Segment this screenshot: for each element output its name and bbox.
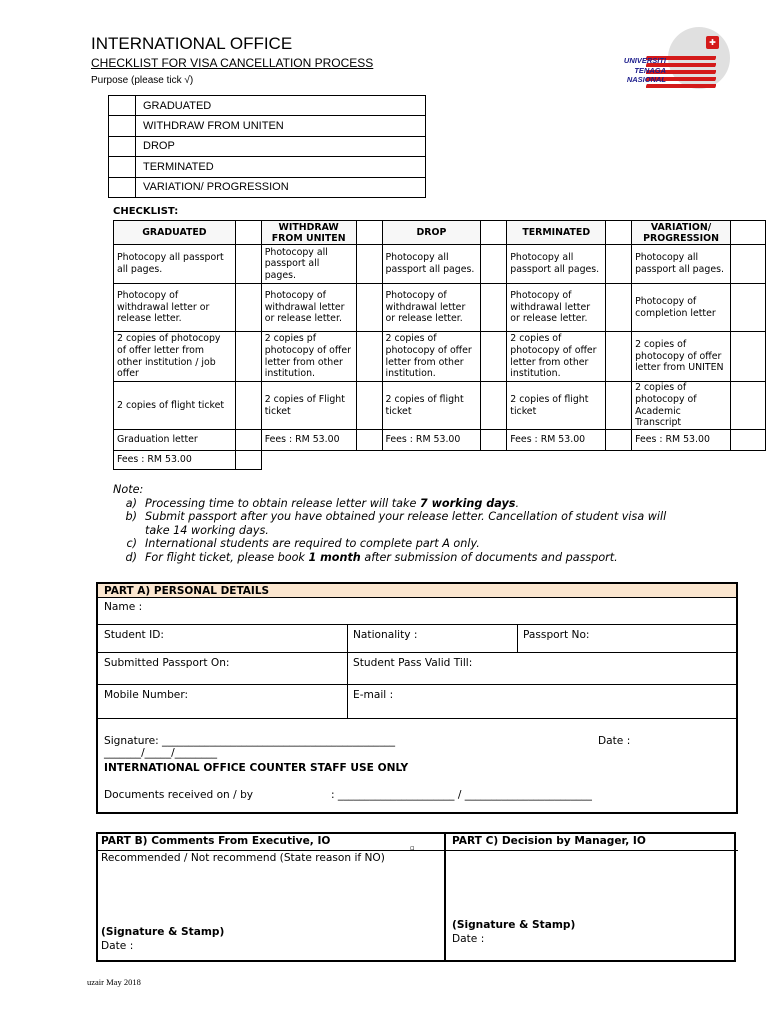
check-box[interactable] xyxy=(606,245,632,284)
check-box[interactable] xyxy=(606,332,632,382)
check-box[interactable] xyxy=(606,284,632,332)
note-text: after submission of documents and passport. xyxy=(360,550,618,564)
part-c-date[interactable]: Date : xyxy=(452,933,485,945)
checklist-cell: Fees : RM 53.00 xyxy=(507,430,606,451)
submitted-passport-field[interactable]: Submitted Passport On: xyxy=(104,657,230,669)
note-emphasis: 7 working days xyxy=(419,496,516,510)
table-row xyxy=(114,451,766,470)
check-box[interactable] xyxy=(235,284,261,332)
part-b-date[interactable]: Date : xyxy=(101,940,134,952)
check-box[interactable] xyxy=(481,382,507,430)
header-terminated: TERMINATED xyxy=(507,221,606,245)
purpose-label: VARIATION/ PROGRESSION xyxy=(136,177,426,197)
check-box[interactable] xyxy=(235,430,261,451)
nationality-field[interactable]: Nationality : xyxy=(353,629,418,641)
table-row xyxy=(114,332,766,382)
checklist-cell: Photocopy of withdrawal letter or release letter. xyxy=(382,284,481,332)
check-box[interactable] xyxy=(731,221,766,245)
passport-no-field[interactable]: Passport No: xyxy=(523,629,590,641)
note-key: b) xyxy=(125,510,137,524)
table-row xyxy=(114,245,766,284)
page-subtitle: CHECKLIST FOR VISA CANCELLATION PROCESS xyxy=(91,56,374,70)
note-key: a) xyxy=(125,496,137,510)
checklist-cell: 2 copies of photocopy of offer letter from other institution. xyxy=(507,332,606,382)
check-box[interactable] xyxy=(731,245,766,284)
check-box[interactable] xyxy=(481,332,507,382)
part-c-title: PART C) Decision by Manager, IO xyxy=(452,835,646,847)
check-box[interactable] xyxy=(356,284,382,332)
purpose-instruction: Purpose (please tick √) xyxy=(91,75,194,86)
checklist-cell: 2 copies of photocopy of offer letter from other institution / job offer xyxy=(114,332,236,382)
name-field[interactable]: Name : xyxy=(104,601,143,613)
logo-badge-icon: ✚ xyxy=(706,36,719,49)
tick-box-withdraw[interactable] xyxy=(109,116,136,136)
tick-box-terminated[interactable] xyxy=(109,157,136,177)
checklist-cell: Fees : RM 53.00 xyxy=(261,430,356,451)
purpose-label: DROP xyxy=(136,136,426,156)
check-box[interactable] xyxy=(606,430,632,451)
check-box[interactable] xyxy=(481,284,507,332)
small-marker: ▫ xyxy=(410,844,415,852)
check-box[interactable] xyxy=(356,430,382,451)
checklist-cell: 2 copies of flight ticket xyxy=(382,382,481,430)
checklist-table xyxy=(113,220,766,470)
signature-field[interactable]: Signature: ____________________________________________ xyxy=(104,735,396,747)
note-item xyxy=(113,537,690,551)
checklist-cell: Fees : RM 53.00 xyxy=(382,430,481,451)
docs-received-field[interactable]: : ______________________ / ________________________ xyxy=(331,789,592,801)
email-field[interactable]: E-mail : xyxy=(353,689,394,701)
note-text: . xyxy=(515,496,519,510)
note-key: d) xyxy=(125,550,137,564)
check-box[interactable] xyxy=(356,382,382,430)
pass-valid-field[interactable]: Student Pass Valid Till: xyxy=(353,657,473,669)
checklist-label: CHECKLIST: xyxy=(113,206,179,217)
part-b-subtitle: Recommended / Not recommend (State reason if NO) xyxy=(101,852,385,864)
header-drop: DROP xyxy=(382,221,481,245)
date-label: Date : xyxy=(598,735,631,747)
part-c-stamp: (Signature & Stamp) xyxy=(452,919,576,931)
tick-box-variation[interactable] xyxy=(109,177,136,197)
note-key: c) xyxy=(126,537,137,551)
note-item xyxy=(113,497,690,511)
check-box[interactable] xyxy=(235,451,261,470)
staff-use-heading: INTERNATIONAL OFFICE COUNTER STAFF USE ONLY xyxy=(104,762,409,774)
student-id-field[interactable]: Student ID: xyxy=(104,629,164,641)
check-box[interactable] xyxy=(606,382,632,430)
date-field[interactable]: _______/_____/________ xyxy=(104,747,218,759)
note-text: Processing time to obtain release letter will take xyxy=(145,496,420,510)
header-graduated: GRADUATED xyxy=(114,221,236,245)
note-emphasis: 1 month xyxy=(308,550,361,564)
part-a-form xyxy=(96,582,738,814)
check-box[interactable] xyxy=(731,332,766,382)
check-box[interactable] xyxy=(731,284,766,332)
logo-line-3: NASIONAL xyxy=(626,75,666,84)
checklist-cell: Fees : RM 53.00 xyxy=(632,430,731,451)
notes-section xyxy=(113,483,690,565)
university-logo xyxy=(590,56,666,85)
table-row xyxy=(114,382,766,430)
tick-box-graduated[interactable] xyxy=(109,96,136,116)
part-a-title: PART A) PERSONAL DETAILS xyxy=(98,584,736,598)
checklist-cell: 2 copies of photocopy of Academic Transcript xyxy=(632,382,731,430)
checklist-cell: Photocopy of withdrawal letter or release letter. xyxy=(261,284,356,332)
checklist-cell: 2 copies of photocopy of offer letter from other institution. xyxy=(382,332,481,382)
check-box[interactable] xyxy=(356,332,382,382)
checklist-cell: Photocopy all passport all pages. xyxy=(632,245,731,284)
check-box[interactable] xyxy=(235,245,261,284)
check-box[interactable] xyxy=(235,382,261,430)
checklist-cell: Photocopy all passport all pages. xyxy=(507,245,606,284)
check-box[interactable] xyxy=(235,221,261,245)
checklist-cell: Graduation letter xyxy=(114,430,236,451)
checklist-cell: 2 copies pf photocopy of offer letter from other institution. xyxy=(261,332,356,382)
checklist-cell: Photocopy all passport all pages. xyxy=(382,245,481,284)
checklist-cell: Fees : RM 53.00 xyxy=(114,451,236,470)
page-title: INTERNATIONAL OFFICE xyxy=(91,34,293,53)
checklist-cell: Photocopy all passport all pages. xyxy=(114,245,236,284)
header-withdraw: WITHDRAW FROM UNITEN xyxy=(261,221,356,245)
table-row xyxy=(114,430,766,451)
check-box[interactable] xyxy=(481,221,507,245)
checklist-cell: 2 copies of Flight ticket xyxy=(261,382,356,430)
mobile-field[interactable]: Mobile Number: xyxy=(104,689,189,701)
checklist-cell: Photocopy of withdrawal letter or release letter. xyxy=(114,284,236,332)
logo-line-1: UNIVERSITI xyxy=(623,56,666,65)
checklist-cell: 2 copies of photocopy of offer letter from UNITEN xyxy=(632,332,731,382)
docs-received-label: Documents received on / by xyxy=(104,789,254,801)
purpose-table xyxy=(108,95,426,198)
footer-note: uzair May 2018 xyxy=(87,977,141,987)
check-box[interactable] xyxy=(356,221,382,245)
logo-line-2: TENAGA xyxy=(634,65,666,75)
table-row xyxy=(114,284,766,332)
header-variation: VARIATION/ PROGRESSION xyxy=(632,221,731,245)
purpose-label: GRADUATED xyxy=(136,96,426,116)
checklist-cell: Photocopy of completion letter xyxy=(632,284,731,332)
checklist-cell: 2 copies of flight ticket xyxy=(114,382,236,430)
check-box[interactable] xyxy=(356,245,382,284)
part-b-title: PART B) Comments From Executive, IO xyxy=(101,835,331,847)
check-box[interactable] xyxy=(235,332,261,382)
check-box[interactable] xyxy=(731,430,766,451)
note-text: Submit passport after you have obtained your release letter. Cancellation of student visa will take 14 working days. xyxy=(145,510,667,537)
check-box[interactable] xyxy=(731,382,766,430)
purpose-label: TERMINATED xyxy=(136,157,426,177)
note-text: International students are required to complete part A only. xyxy=(145,537,480,551)
check-box[interactable] xyxy=(481,430,507,451)
note-text: For flight ticket, please book xyxy=(145,550,309,564)
checklist-cell: 2 copies of flight ticket xyxy=(507,382,606,430)
tick-box-drop[interactable] xyxy=(109,136,136,156)
checklist-cell: Photocopy all passport all pages. xyxy=(261,245,356,284)
note-item xyxy=(113,551,690,565)
note-item xyxy=(113,510,690,537)
check-box[interactable] xyxy=(606,221,632,245)
notes-label: Note: xyxy=(113,483,144,496)
part-bc-form xyxy=(96,832,736,962)
part-b-stamp: (Signature & Stamp) xyxy=(101,926,225,938)
check-box[interactable] xyxy=(481,245,507,284)
checklist-cell: Photocopy of withdrawal letter or release letter. xyxy=(507,284,606,332)
purpose-label: WITHDRAW FROM UNITEN xyxy=(136,116,426,136)
